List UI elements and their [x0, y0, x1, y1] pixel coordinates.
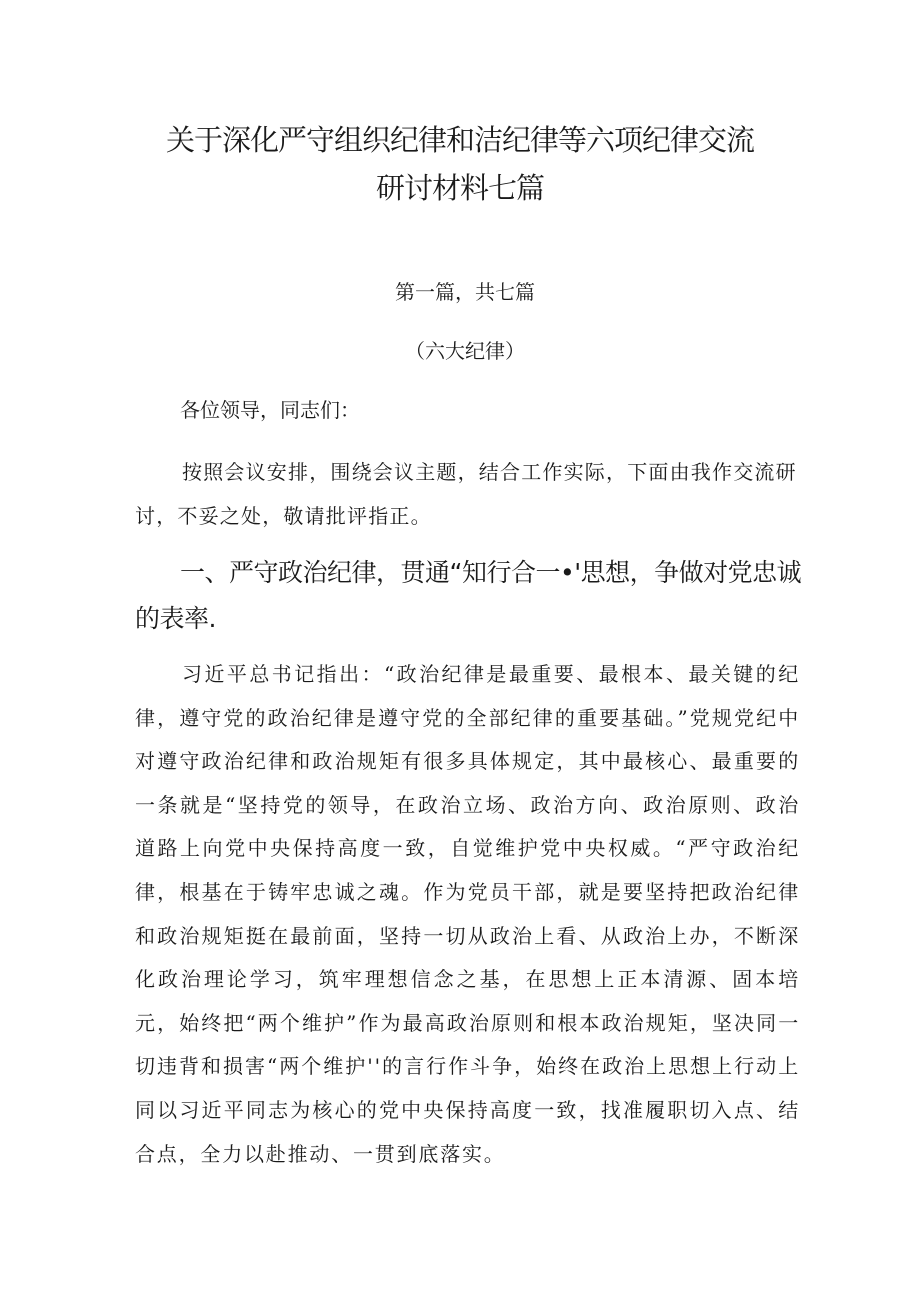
section-1-heading: 一、严守政治纪律，贯通“知行合一•'思想，争做对党忠诚的表率. [135, 558, 802, 633]
document-title-line-2: 研讨材料七篇 [375, 171, 544, 205]
greeting: 各位领导，同志们： [180, 398, 360, 422]
intro-paragraph: 按照会议安排，围绕会议主题，结合工作实际，下面由我作交流研讨，不妥之处，敬请批评指正。 [135, 460, 797, 528]
subtitle: （六大纪律） [405, 339, 525, 363]
document-title-line-1: 关于深化严守组织纪律和洁纪律等六项纪律交流 [165, 123, 754, 157]
part-label: 第一篇，共七篇 [395, 280, 535, 304]
section-1-body: 习近平总书记指出：“政治纪律是最重要、最根本、最关键的纪律，遵守党的政治纪律是遵守党的全部纪律的重要基础。”党规党纪中对遵守政治纪律和政治规矩有很多具体规定，其中最核心、最重要的一条就是“坚持党的领导，在政治立场、政治方向、政治原则、政治道路上向党中央保持高度一致，自觉维护党中央权威。“严守政治纪律，根基在于铸牢忠诚之魂。作为党员干部，就是要坚持把政治纪律和政治规矩挺在最前面，坚持一切从政治上看、从政治上办，不断深化政治理论学习，筑牢理想信念之基，在思想上正本清源、固本培元，始终把“两个维护”作为最高政治原则和根本政治规矩，坚决同一切违背和损害“两个维护''的言行作斗争，始终在政治上思想上行动上同以习近平同志为核心的党中央保持高度一致，找准履职切入点、结合点，全力以赴推动、一贯到底落实。 [135, 662, 800, 1166]
